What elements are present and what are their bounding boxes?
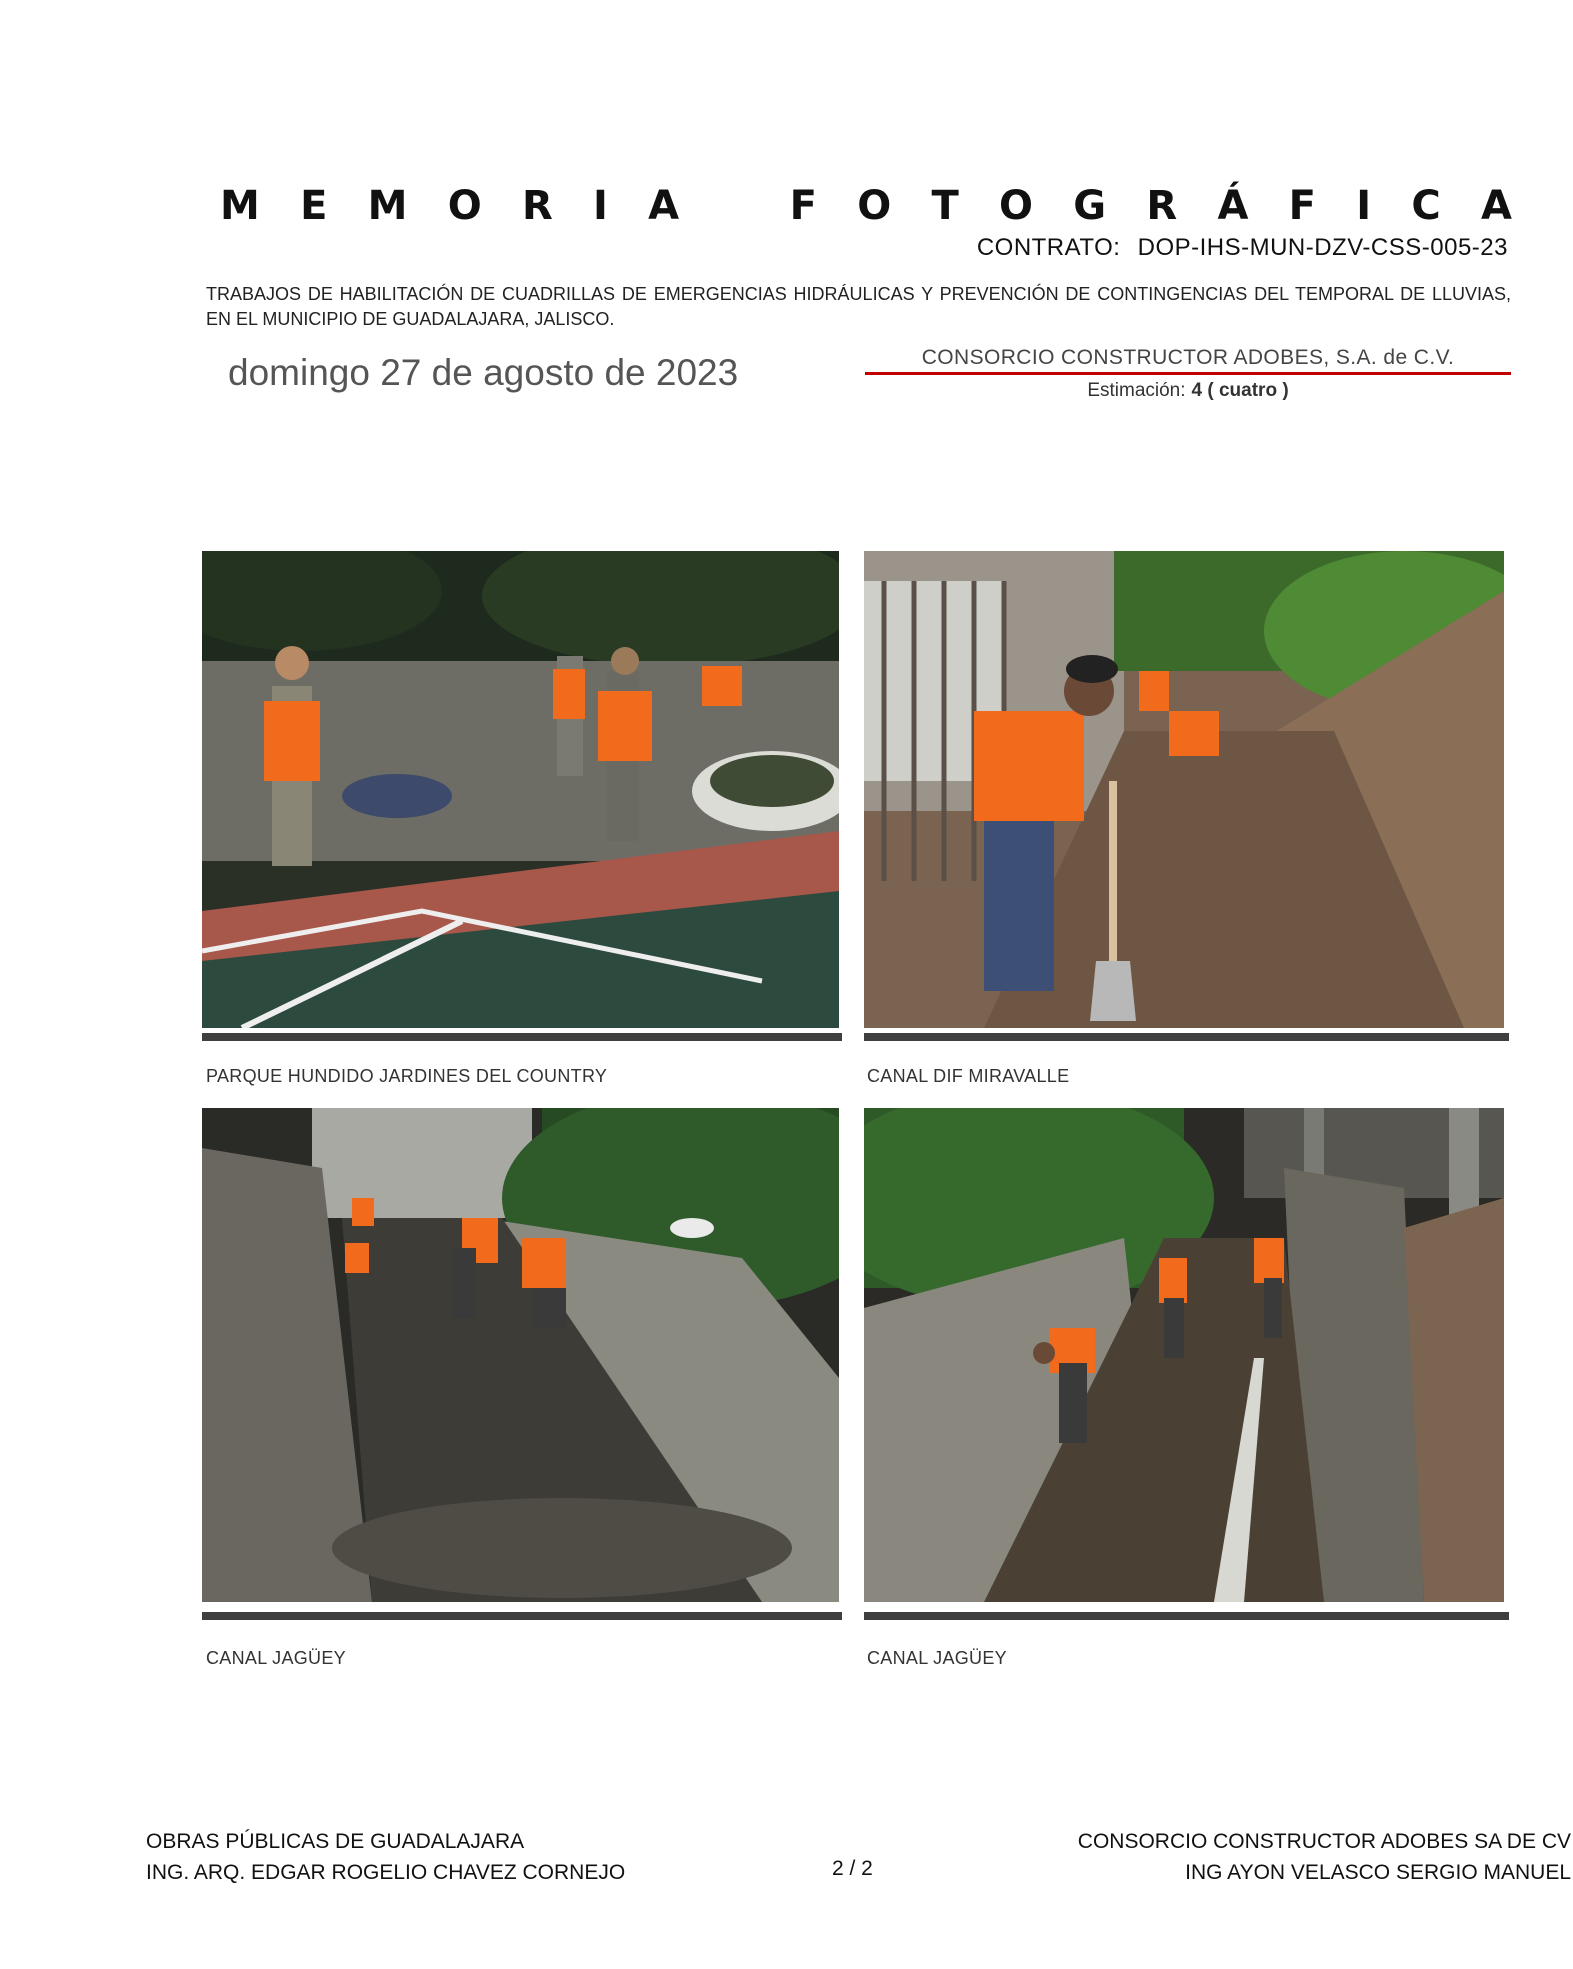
photo-canal-night-2 (864, 1108, 1504, 1602)
photo-bar (864, 1033, 1509, 1041)
photo-caption: CANAL JAGÜEY (206, 1648, 346, 1668)
photo-bar (202, 1033, 842, 1041)
title-letter: I (1356, 183, 1372, 229)
title-letter: E (300, 183, 328, 229)
title-letter: R (521, 183, 553, 229)
title-letter: M (367, 183, 408, 229)
contract-number: DOP-IHS-MUN-DZV-CSS-005-23 (1137, 234, 1508, 261)
company-underline (865, 372, 1511, 375)
title-letter: O (447, 183, 482, 229)
footer-left (146, 1826, 625, 1888)
estimation-line (865, 380, 1511, 402)
work-description: TRABAJOS DE HABILITACIÓN DE CUADRILLAS DE EMERGENCIAS HIDRÁULICAS Y PREVENCIÓN DE CONTINGENCIAS DEL TEMPORAL DE LLUVIAS, EN EL MUNICIPIO DE GUADALAJARA, JALISCO. (206, 284, 1511, 329)
contract-line (977, 234, 1508, 262)
photo-bar (864, 1612, 1509, 1620)
company-name: CONSORCIO CONSTRUCTOR ADOBES, S.A. de C.V. (921, 346, 1455, 369)
estimation-label: Estimación: (1087, 380, 1186, 401)
report-date: domingo 27 de agosto de 2023 (228, 352, 739, 393)
title-letter: A (1481, 183, 1512, 229)
footer-left-line2: ING. ARQ. EDGAR ROGELIO CHAVEZ CORNEJO (146, 1861, 626, 1884)
footer-right-line2: ING AYON VELASCO SERGIO MANUEL (1185, 1861, 1571, 1884)
photo-caption: PARQUE HUNDIDO JARDINES DEL COUNTRY (206, 1066, 608, 1086)
title-letter: F (789, 183, 817, 229)
title-letter: A (648, 183, 680, 229)
title-letter: Á (1217, 183, 1249, 229)
title-letter: C (1411, 183, 1441, 229)
footer-right (1078, 1826, 1571, 1888)
photo-canal-night-1 (202, 1108, 839, 1602)
title-letter: F (1288, 183, 1316, 229)
estimation-value: 4 ( cuatro ) (1191, 380, 1289, 401)
title-letter: T (931, 183, 959, 229)
title-letter: G (1073, 183, 1107, 229)
title-letter: R (1146, 183, 1178, 229)
photo-park-night (202, 551, 839, 1028)
footer-right-line1: CONSORCIO CONSTRUCTOR ADOBES SA DE CV (1077, 1830, 1571, 1853)
footer-left-line1: OBRAS PÚBLICAS DE GUADALAJARA (146, 1830, 525, 1853)
title-letter: O (999, 183, 1034, 229)
page-number: 2 / 2 (832, 1857, 873, 1880)
page-title (220, 176, 1512, 236)
title-letter: M (220, 183, 260, 229)
contract-label: CONTRATO: (976, 234, 1121, 261)
photo-bar (202, 1612, 842, 1620)
photo-caption: CANAL DIF MIRAVALLE (867, 1066, 1070, 1086)
title-letter: O (857, 183, 892, 229)
photo-trench-dig (864, 551, 1504, 1028)
title-letter: I (593, 183, 608, 229)
photo-caption: CANAL JAGÜEY (867, 1648, 1007, 1668)
